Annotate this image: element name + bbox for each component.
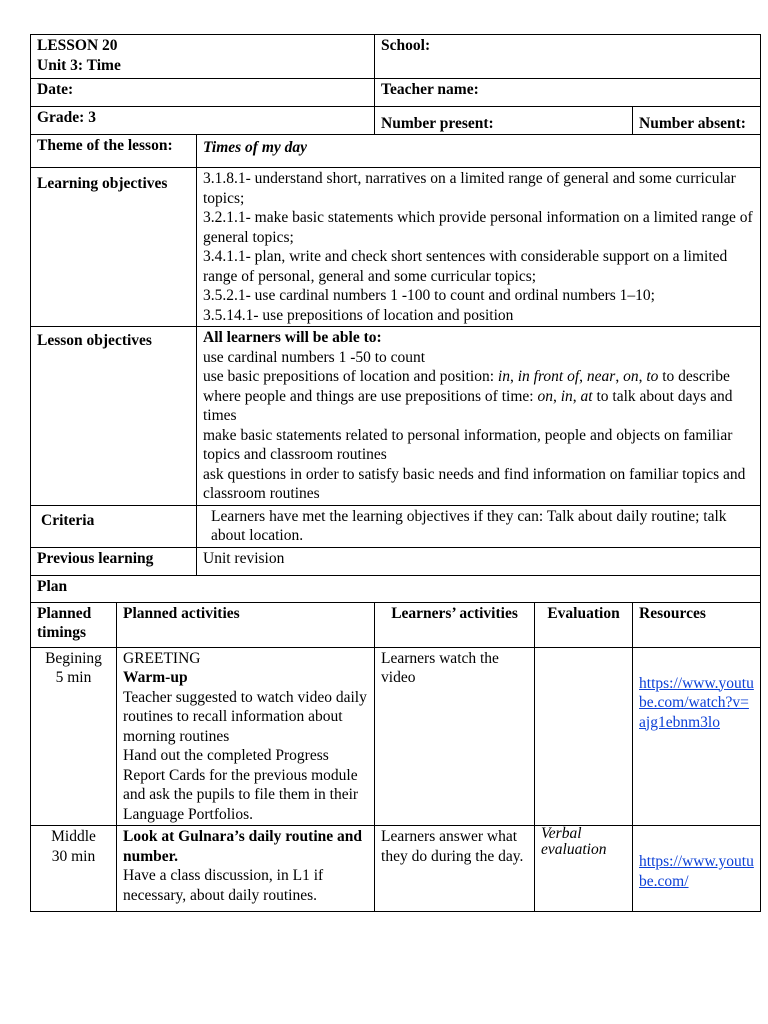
column-header-resources <box>633 602 761 647</box>
criteria-label-cell <box>31 505 197 547</box>
lesson-number: LESSON 20 <box>37 37 118 54</box>
teacher-cell <box>375 79 761 107</box>
column-header-label: Learners’ activities <box>391 604 518 622</box>
learners-activity: Learners watch the video <box>381 649 499 686</box>
criteria-row <box>31 505 761 547</box>
number-absent-label: Number absent: <box>639 114 746 132</box>
lesson-objective-item: make basic statements related to personal information, people and objects on familiar topics and classroom routines <box>203 426 733 463</box>
theme-value-cell <box>197 135 761 168</box>
evaluation-cell <box>535 826 633 912</box>
learners-activity: Learners answer what they do during the day. <box>381 828 524 865</box>
plan-label-cell <box>31 575 761 602</box>
theme-label: Theme of the lesson: <box>37 137 173 154</box>
resources-cell <box>633 826 761 912</box>
header-row-date <box>31 79 761 107</box>
timing-duration: 30 min <box>51 847 96 865</box>
table-row <box>31 647 761 826</box>
grade-label: Grade: 3 <box>37 109 96 126</box>
plan-header-row <box>31 602 761 647</box>
learning-objective-item: 3.5.14.1- use prepositions of location and position <box>203 306 514 324</box>
number-absent-cell <box>633 107 761 135</box>
activity-cell <box>117 647 375 826</box>
teacher-label: Teacher name: <box>381 81 479 98</box>
timing-stage: Begining <box>45 649 102 667</box>
lesson-cell <box>31 35 375 79</box>
preposition: on <box>537 387 553 405</box>
preposition: in <box>497 368 510 385</box>
learning-objective-item: 3.4.1.1- plan, write and check short sentences with considerable support on a limited range of personal, general and some curricular topics; <box>203 248 728 285</box>
timing-duration: 5 min <box>55 669 92 686</box>
theme-label-cell <box>31 135 197 168</box>
text-fragment: , <box>509 368 518 385</box>
previous-learning-cell <box>197 547 761 575</box>
evaluation-value: Verbal evaluation <box>541 825 607 858</box>
preposition: at <box>580 387 593 405</box>
plan-row <box>31 575 761 602</box>
text-fragment: , <box>572 387 581 405</box>
column-header-label: Evaluation <box>547 604 620 622</box>
preposition: on <box>623 368 639 385</box>
learning-objectives-label-cell <box>31 168 197 327</box>
activity-subtitle: Warm-up <box>123 669 188 686</box>
lesson-objectives-label: Lesson objectives <box>37 332 152 349</box>
text-fragment: to talk about days and times <box>203 387 733 424</box>
preposition: in <box>560 387 573 405</box>
learners-cell <box>375 647 535 826</box>
previous-learning-row <box>31 547 761 575</box>
lesson-objectives-row <box>31 327 761 506</box>
criteria-label: Criteria <box>41 511 95 529</box>
header-row-lesson <box>31 35 761 79</box>
theme-row <box>31 135 761 168</box>
activity-title: GREETING <box>123 649 201 667</box>
lesson-objectives-cell <box>197 327 761 506</box>
learning-objectives-cell <box>197 168 761 327</box>
learning-objective-item: 3.5.2.1- use cardinal numbers 1 -100 to count and ordinal numbers 1–10; <box>203 287 655 304</box>
learning-objectives-row <box>31 168 761 327</box>
activity-text: Hand out the completed Progress Report Cards for the previous module and ask the pupils to file them in their Language Portfolios. <box>123 747 359 823</box>
text-fragment: to describe where people and things are use prepositions of time: <box>203 368 730 405</box>
preposition: in front of <box>517 368 580 385</box>
plan-label: Plan <box>37 577 68 595</box>
number-present-label: Number present: <box>381 114 494 132</box>
evaluation-cell <box>535 647 633 826</box>
previous-learning-label: Previous learning <box>37 549 154 567</box>
date-cell <box>31 79 375 107</box>
column-header-evaluation <box>535 602 633 647</box>
date-label: Date: <box>37 81 74 98</box>
column-header-label: Resources <box>639 604 706 622</box>
timing-stage: Middle <box>51 828 96 845</box>
text-fragment: , <box>638 368 647 385</box>
learners-cell <box>375 826 535 912</box>
column-header-activities <box>117 602 375 647</box>
text-fragment: , <box>615 368 624 385</box>
lesson-plan-table <box>30 34 761 912</box>
theme-value: Times of my day <box>203 139 308 156</box>
lesson-objective-item: use cardinal numbers 1 -50 to count <box>203 348 426 366</box>
text-fragment: , <box>552 387 561 405</box>
header-row-grade <box>31 107 761 135</box>
learning-objective-item: 3.2.1.1- make basic statements which provide personal information on a limited range of general topics; <box>203 209 753 246</box>
lesson-objective-item <box>203 367 754 426</box>
school-cell <box>375 35 761 79</box>
previous-learning-label-cell <box>31 547 197 575</box>
table-row <box>31 826 761 912</box>
criteria-cell <box>197 505 761 547</box>
text-fragment: , <box>579 368 587 385</box>
lesson-objectives-label-cell <box>31 327 197 506</box>
learning-objectives-label: Learning objectives <box>37 175 168 192</box>
resource-link[interactable]: https://www.youtube.com/watch?v=ajg1ebnm3lo <box>639 674 754 731</box>
school-label: School: <box>381 37 431 54</box>
number-present-cell <box>375 107 633 135</box>
lesson-plan-page <box>30 34 760 912</box>
lesson-objectives-heading: All learners will be able to: <box>203 329 382 346</box>
timing-cell <box>31 647 117 826</box>
activity-text: Teacher suggested to watch video daily routines to recall information about morning routines <box>123 688 367 745</box>
grade-cell <box>31 107 375 135</box>
preposition: to <box>646 368 659 385</box>
preposition: near <box>586 368 616 385</box>
criteria-value: Learners have met the learning objectives if they can: Talk about daily routine; talk about location. <box>211 507 727 544</box>
learning-objective-item: 3.1.8.1- understand short, narratives on a limited range of general and some curricular topics; <box>203 170 736 207</box>
previous-learning-value: Unit revision <box>203 549 285 567</box>
resources-cell <box>633 647 761 826</box>
column-header-learners <box>375 602 535 647</box>
unit-title: Unit 3: Time <box>37 56 121 74</box>
activity-cell <box>117 826 375 912</box>
column-header-label: Planned timings <box>37 604 92 641</box>
text-fragment: use basic prepositions of location and position: <box>203 368 498 385</box>
column-header-label: Planned activities <box>123 604 240 622</box>
timing-cell <box>31 826 117 912</box>
resource-link[interactable]: https://www.youtube.com/ <box>639 853 754 890</box>
activity-subtitle: Look at Gulnara’s daily routine and number. <box>123 828 363 865</box>
column-header-timings <box>31 602 117 647</box>
activity-text: Have a class discussion, in L1 if necessary, about daily routines. <box>123 867 324 904</box>
lesson-objective-item: ask questions in order to satisfy basic needs and find information on familiar topics and classroom routines <box>203 465 746 502</box>
